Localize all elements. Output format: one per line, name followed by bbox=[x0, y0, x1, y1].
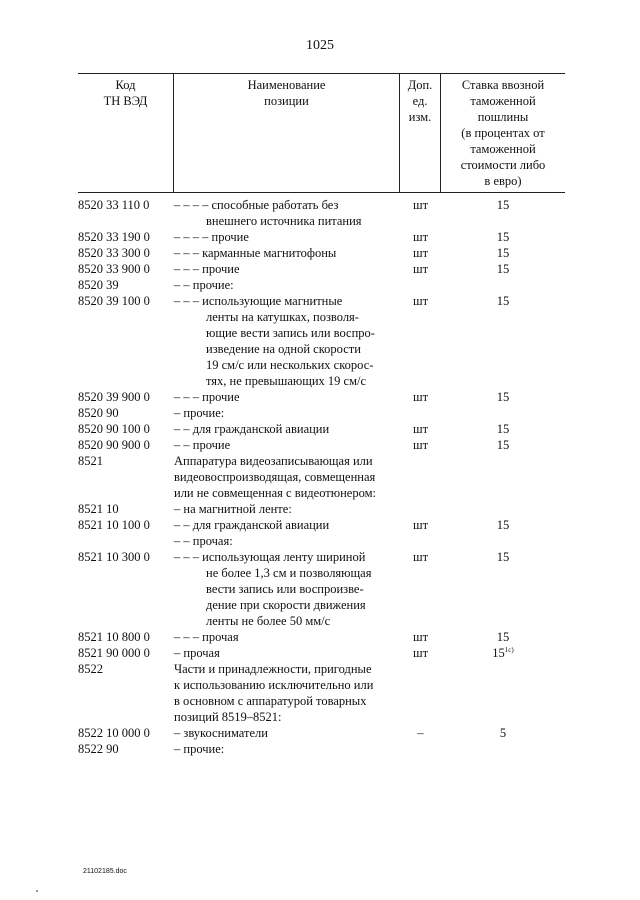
row-unit: шт bbox=[412, 518, 429, 532]
row-rate: 15 bbox=[496, 390, 510, 404]
row-code bbox=[78, 341, 174, 357]
row-rate-cell bbox=[441, 277, 565, 293]
row-unit bbox=[400, 405, 441, 421]
table-row bbox=[78, 485, 565, 501]
row-rate-cell bbox=[441, 437, 565, 453]
row-name: – прочие: bbox=[174, 406, 225, 420]
row-rate-cell bbox=[441, 261, 565, 277]
row-name: – – – прочие bbox=[174, 262, 240, 276]
row-code: 8522 bbox=[78, 662, 103, 676]
row-name: – – – – способные работать без bbox=[174, 198, 339, 212]
row-rate-cell bbox=[441, 197, 565, 213]
row-rate-cell bbox=[441, 517, 565, 533]
row-unit bbox=[400, 613, 441, 629]
row-rate: 15 bbox=[496, 518, 510, 532]
row-rate: 5 bbox=[499, 726, 507, 740]
row-name: – – для гражданской авиации bbox=[174, 518, 330, 532]
row-rate-cell bbox=[441, 325, 565, 341]
row-code bbox=[78, 357, 174, 373]
row-rate-cell bbox=[441, 549, 565, 565]
row-rate-cell bbox=[441, 309, 565, 325]
row-code: 8520 90 bbox=[78, 406, 119, 420]
scan-mark bbox=[36, 890, 38, 892]
row-code bbox=[78, 213, 174, 229]
row-name: позиций 8519–8521: bbox=[174, 710, 282, 724]
header-code: Код ТН ВЭД bbox=[103, 78, 148, 108]
row-unit: – bbox=[417, 726, 424, 740]
row-code: 8521 90 000 0 bbox=[78, 646, 150, 660]
row-code bbox=[78, 469, 174, 485]
row-name: Аппаратура видеозаписывающая или bbox=[174, 454, 373, 468]
table-row bbox=[78, 421, 565, 437]
row-unit bbox=[400, 213, 441, 229]
row-name: не более 1,3 см и позволяющая bbox=[206, 566, 372, 580]
row-rate-cell bbox=[441, 645, 565, 661]
row-rate-cell bbox=[441, 725, 565, 741]
table-row bbox=[78, 341, 565, 357]
row-rate-cell bbox=[441, 453, 565, 469]
table-row bbox=[78, 581, 565, 597]
row-unit: шт bbox=[412, 262, 429, 276]
table-body bbox=[78, 193, 565, 757]
table-row bbox=[78, 197, 565, 213]
row-code: 8520 90 100 0 bbox=[78, 422, 150, 436]
row-rate-cell bbox=[441, 677, 565, 693]
row-name: ленты не более 50 мм/с bbox=[206, 614, 331, 628]
row-rate-cell bbox=[441, 421, 565, 437]
tariff-table bbox=[78, 73, 565, 757]
table-row bbox=[78, 549, 565, 565]
row-unit bbox=[400, 661, 441, 677]
table-row bbox=[78, 277, 565, 293]
row-code bbox=[78, 309, 174, 325]
row-unit: шт bbox=[412, 198, 429, 212]
row-code bbox=[78, 597, 174, 613]
row-rate: 15 bbox=[496, 262, 510, 276]
row-code: 8520 33 900 0 bbox=[78, 262, 150, 276]
rate-footnote-mark: 1c) bbox=[504, 645, 514, 654]
row-unit: шт bbox=[412, 246, 429, 260]
table-row bbox=[78, 677, 565, 693]
table-row bbox=[78, 693, 565, 709]
row-name: – – для гражданской авиации bbox=[174, 422, 330, 436]
footer-filename: 21102185.doc bbox=[83, 868, 127, 875]
row-rate: 15 bbox=[496, 422, 510, 436]
table-row bbox=[78, 501, 565, 517]
row-name: 19 см/с или нескольких скорос- bbox=[206, 358, 374, 372]
table-row bbox=[78, 613, 565, 629]
table-row bbox=[78, 645, 565, 661]
row-rate-cell bbox=[441, 501, 565, 517]
table-header bbox=[78, 73, 565, 193]
row-unit: шт bbox=[412, 550, 429, 564]
row-rate-cell bbox=[441, 629, 565, 645]
row-name: – – – карманные магнитофоны bbox=[174, 246, 337, 260]
table-row bbox=[78, 309, 565, 325]
table-row bbox=[78, 405, 565, 421]
table-row bbox=[78, 261, 565, 277]
row-code bbox=[78, 693, 174, 709]
row-code bbox=[78, 565, 174, 581]
row-rate-cell bbox=[441, 565, 565, 581]
row-name: или не совмещенная с видеотюнером: bbox=[174, 486, 376, 500]
row-code: 8521 10 800 0 bbox=[78, 630, 150, 644]
row-rate-cell bbox=[441, 741, 565, 757]
table-row bbox=[78, 741, 565, 757]
row-name: – – – использующие магнитные bbox=[174, 294, 343, 308]
row-code: 8520 33 110 0 bbox=[78, 198, 150, 212]
row-rate-cell bbox=[441, 389, 565, 405]
row-unit bbox=[400, 709, 441, 725]
row-name: – – прочие: bbox=[174, 278, 234, 292]
table-row bbox=[78, 629, 565, 645]
table-row bbox=[78, 389, 565, 405]
page-number: 1025 bbox=[306, 38, 334, 53]
row-unit bbox=[400, 469, 441, 485]
row-rate-cell bbox=[441, 581, 565, 597]
row-name: в основном с аппаратурой товарных bbox=[174, 694, 367, 708]
row-unit bbox=[400, 453, 441, 469]
row-code bbox=[78, 709, 174, 725]
row-rate-cell bbox=[441, 293, 565, 309]
header-unit: Доп. ед. изм. bbox=[407, 78, 433, 124]
row-unit bbox=[400, 373, 441, 389]
row-unit bbox=[400, 309, 441, 325]
row-code: 8520 39 100 0 bbox=[78, 294, 150, 308]
row-unit bbox=[400, 277, 441, 293]
row-name: ленты на катушках, позволя- bbox=[206, 310, 359, 324]
row-unit: шт bbox=[412, 390, 429, 404]
row-name: изведение на одной скорости bbox=[206, 342, 361, 356]
row-code bbox=[78, 613, 174, 629]
row-code bbox=[78, 533, 174, 549]
row-code: 8521 10 300 0 bbox=[78, 550, 150, 564]
table-row bbox=[78, 373, 565, 389]
table-row bbox=[78, 357, 565, 373]
table-row bbox=[78, 293, 565, 309]
table-row bbox=[78, 725, 565, 741]
table-row bbox=[78, 597, 565, 613]
table-row bbox=[78, 437, 565, 453]
row-code: 8520 39 900 0 bbox=[78, 390, 150, 404]
row-code: 8521 10 bbox=[78, 502, 119, 516]
table-row bbox=[78, 325, 565, 341]
row-code: 8522 90 bbox=[78, 742, 119, 756]
row-name: – прочая bbox=[174, 646, 220, 660]
row-code: 8521 10 100 0 bbox=[78, 518, 150, 532]
row-code: 8520 33 190 0 bbox=[78, 230, 150, 244]
table-row bbox=[78, 213, 565, 229]
table-row bbox=[78, 469, 565, 485]
row-unit bbox=[400, 501, 441, 517]
table-row bbox=[78, 453, 565, 469]
row-unit bbox=[400, 357, 441, 373]
row-name: – – – – прочие bbox=[174, 230, 249, 244]
row-rate: 15 bbox=[496, 230, 510, 244]
row-name: видеовоспроизводящая, совмещенная bbox=[174, 470, 376, 484]
row-rate-cell bbox=[441, 613, 565, 629]
row-name: – прочие: bbox=[174, 742, 225, 756]
row-unit bbox=[400, 341, 441, 357]
row-rate: 15 bbox=[496, 550, 510, 564]
table-row bbox=[78, 517, 565, 533]
row-unit bbox=[400, 485, 441, 501]
row-name: ющие вести запись или воспро- bbox=[206, 326, 375, 340]
row-name: – – – прочие bbox=[174, 390, 240, 404]
row-unit: шт bbox=[412, 294, 429, 308]
table-row bbox=[78, 709, 565, 725]
row-unit bbox=[400, 597, 441, 613]
row-code bbox=[78, 373, 174, 389]
row-unit: шт bbox=[412, 646, 429, 660]
table-row bbox=[78, 533, 565, 549]
row-name: – на магнитной ленте: bbox=[174, 502, 292, 516]
row-unit bbox=[400, 741, 441, 757]
row-code bbox=[78, 581, 174, 597]
row-rate-cell bbox=[441, 597, 565, 613]
table-row bbox=[78, 661, 565, 677]
row-rate: 15 bbox=[496, 198, 510, 212]
header-rate: Ставка ввозной таможенной пошлины (в процентах от таможенной стоимости либо в евро) bbox=[460, 78, 546, 188]
row-rate-cell bbox=[441, 229, 565, 245]
row-rate: 15 bbox=[496, 294, 510, 308]
row-name: – звукосниматели bbox=[174, 726, 268, 740]
row-rate: 15 bbox=[492, 646, 505, 660]
row-name: к использованию исключительно или bbox=[174, 678, 374, 692]
row-rate-cell bbox=[441, 469, 565, 485]
row-name: вести запись или воспроизве- bbox=[206, 582, 364, 596]
row-name: – – прочая: bbox=[174, 534, 233, 548]
row-name: Части и принадлежности, пригодные bbox=[174, 662, 372, 676]
row-rate-cell bbox=[441, 405, 565, 421]
row-rate-cell bbox=[441, 213, 565, 229]
row-unit: шт bbox=[412, 630, 429, 644]
row-unit: шт bbox=[412, 230, 429, 244]
row-code: 8520 33 300 0 bbox=[78, 246, 150, 260]
row-rate-cell bbox=[441, 661, 565, 677]
row-unit bbox=[400, 565, 441, 581]
row-rate-cell bbox=[441, 357, 565, 373]
table-row bbox=[78, 565, 565, 581]
row-code bbox=[78, 485, 174, 501]
row-rate-cell bbox=[441, 341, 565, 357]
row-unit: шт bbox=[412, 422, 429, 436]
row-unit: шт bbox=[412, 438, 429, 452]
row-code: 8520 90 900 0 bbox=[78, 438, 150, 452]
row-code: 8521 bbox=[78, 454, 103, 468]
row-name: – – – использующая ленту шириной bbox=[174, 550, 366, 564]
row-rate-cell bbox=[441, 245, 565, 261]
row-unit bbox=[400, 581, 441, 597]
row-unit bbox=[400, 677, 441, 693]
row-rate-cell bbox=[441, 485, 565, 501]
row-rate-cell bbox=[441, 373, 565, 389]
row-name: тях, не превышающих 19 см/с bbox=[206, 374, 367, 388]
table-row bbox=[78, 245, 565, 261]
row-rate: 15 bbox=[496, 438, 510, 452]
row-rate-cell bbox=[441, 533, 565, 549]
table-row bbox=[78, 229, 565, 245]
row-code bbox=[78, 325, 174, 341]
row-unit bbox=[400, 533, 441, 549]
row-rate-cell bbox=[441, 709, 565, 725]
row-name: внешнего источника питания bbox=[206, 214, 362, 228]
row-name: дение при скорости движения bbox=[206, 598, 366, 612]
row-unit bbox=[400, 325, 441, 341]
row-name: – – прочие bbox=[174, 438, 231, 452]
row-code bbox=[78, 677, 174, 693]
row-rate: 15 bbox=[496, 630, 510, 644]
row-rate-cell bbox=[441, 693, 565, 709]
row-unit bbox=[400, 693, 441, 709]
row-code: 8520 39 bbox=[78, 278, 119, 292]
row-name: – – – прочая bbox=[174, 630, 239, 644]
row-rate: 15 bbox=[496, 246, 510, 260]
header-name: Наименование позиции bbox=[247, 78, 326, 108]
row-code: 8522 10 000 0 bbox=[78, 726, 150, 740]
